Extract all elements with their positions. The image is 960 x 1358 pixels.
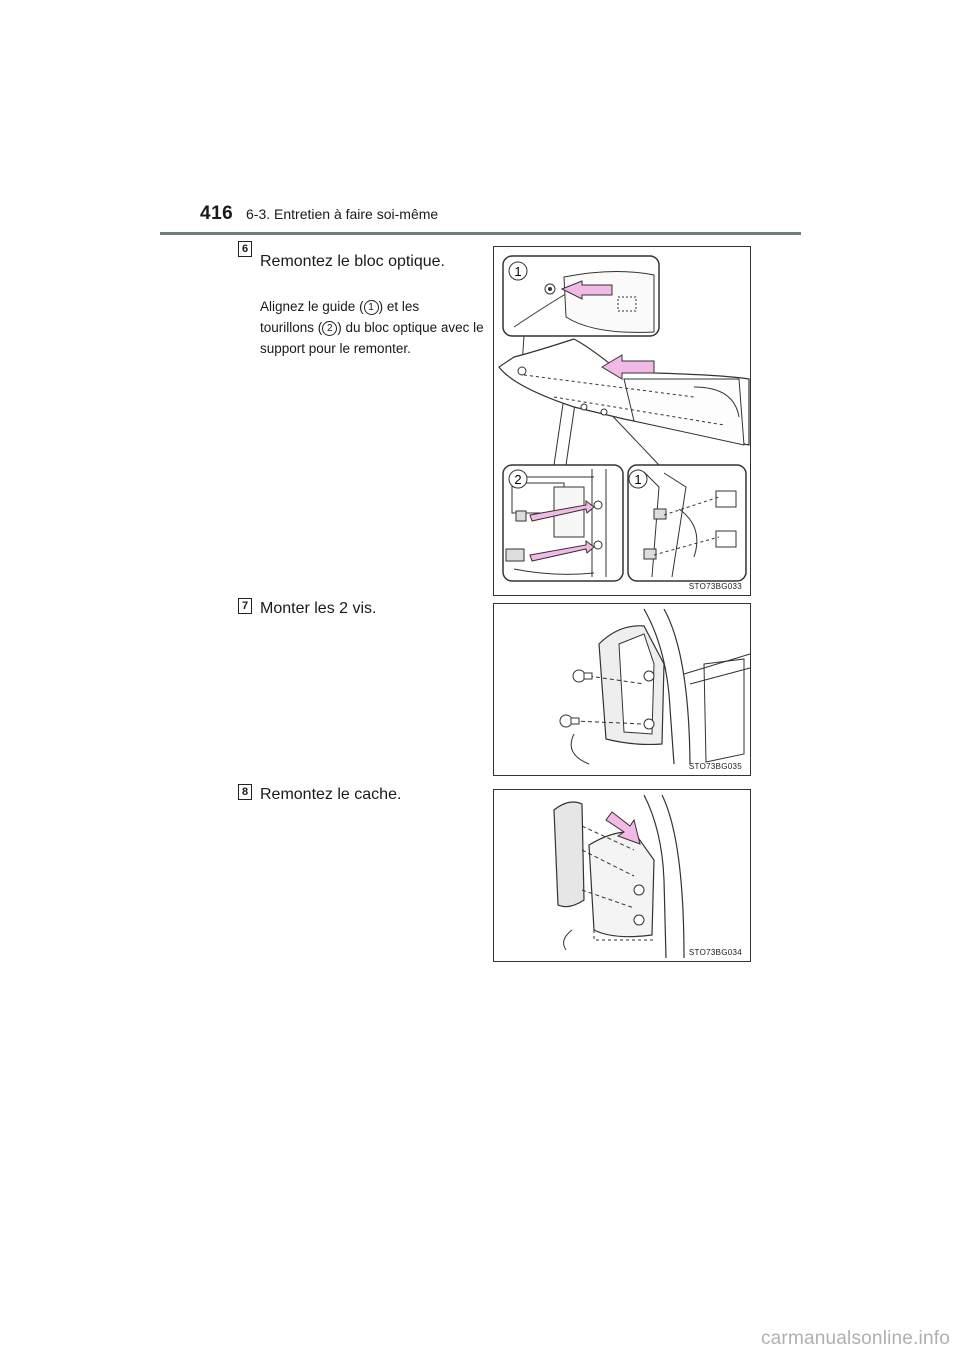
step-heading-7: Monter les 2 vis. bbox=[260, 600, 377, 617]
header-rule bbox=[160, 232, 801, 235]
instruction-text: tourillons ( bbox=[260, 320, 323, 335]
callout-label: 1 bbox=[634, 472, 642, 487]
figure-code: STO73BG035 bbox=[688, 762, 742, 771]
callout-label: 1 bbox=[514, 264, 522, 279]
headlamp-illustration bbox=[494, 247, 752, 597]
step-badge-7: 7 bbox=[238, 598, 252, 614]
watermark: carmanualsonline.info bbox=[760, 1328, 950, 1349]
instruction-text: ) du bloc optique avec le support pour le remonter. bbox=[260, 320, 484, 356]
figure-install-screws bbox=[493, 603, 751, 776]
marker-2: 2 bbox=[322, 321, 337, 336]
page-number: 416 bbox=[200, 203, 234, 224]
section-title: 6-3. Entretien à faire soi-même bbox=[246, 206, 439, 222]
screws-illustration bbox=[494, 604, 752, 777]
figure-code: STO73BG033 bbox=[688, 582, 742, 591]
figure-code: STO73BG034 bbox=[688, 948, 742, 957]
instruction-text: ) et les bbox=[378, 299, 420, 314]
step-heading-6: Remontez le bloc optique. bbox=[260, 253, 445, 270]
step-instructions-6 bbox=[260, 296, 490, 359]
figure-install-cover bbox=[493, 789, 751, 962]
step-heading-8: Remontez le cache. bbox=[260, 786, 402, 803]
cover-illustration bbox=[494, 790, 752, 963]
instruction-text: Alignez le guide ( bbox=[260, 299, 364, 314]
callout-label: 2 bbox=[514, 472, 522, 487]
marker-1: 1 bbox=[364, 300, 379, 315]
figure-headlamp-reinstall bbox=[493, 246, 751, 596]
step-badge-6: 6 bbox=[238, 241, 252, 257]
step-badge-8: 8 bbox=[238, 784, 252, 800]
